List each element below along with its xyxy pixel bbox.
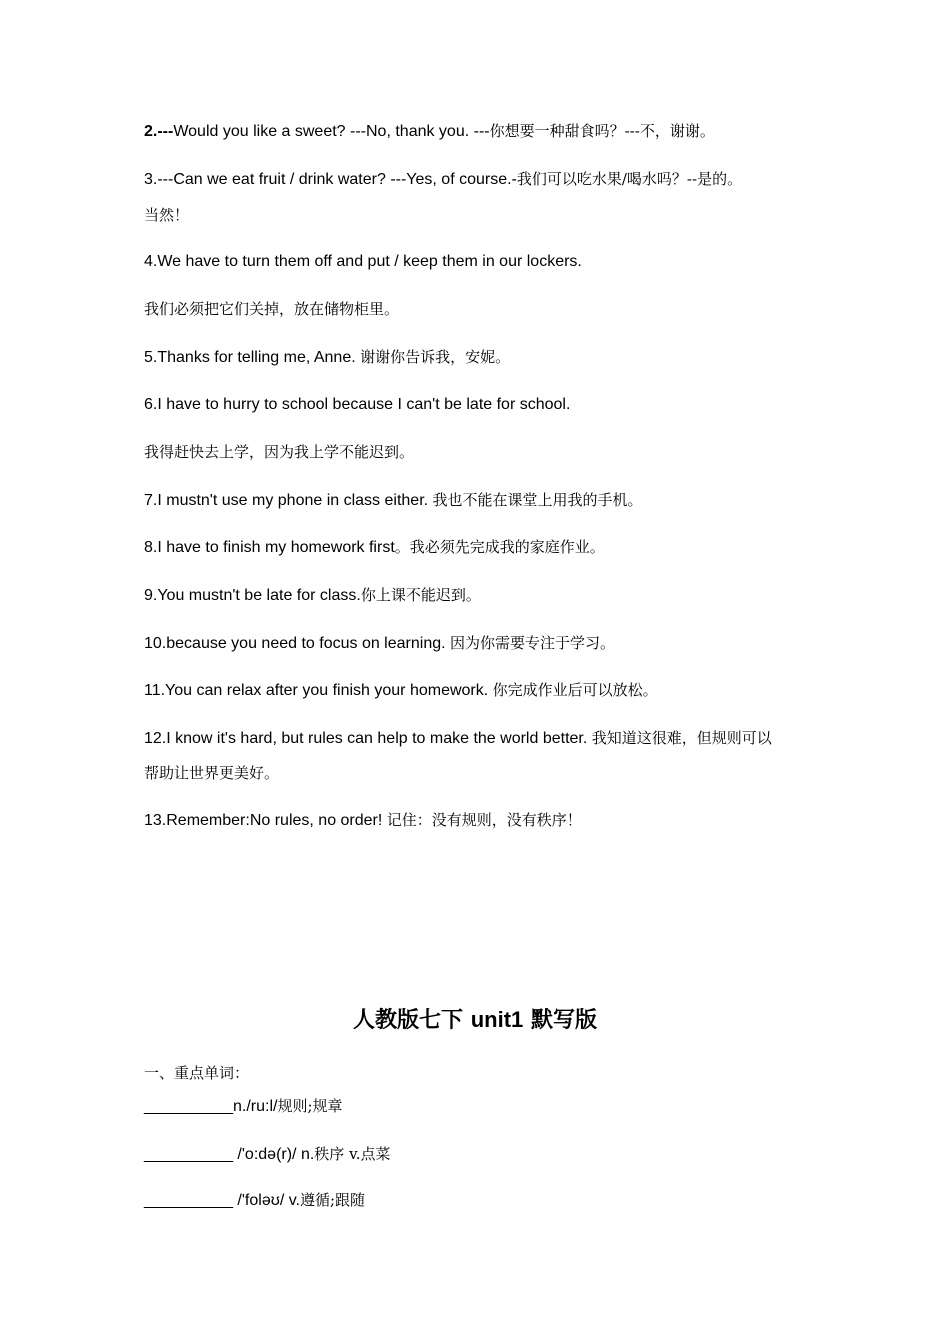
sentence-5-cn: 谢谢你告诉我，安妮。	[360, 348, 511, 366]
word-entry	[144, 1144, 391, 1165]
sentence-12-cn: 我知道这很难，但规则可以	[591, 729, 772, 747]
dictation-title-en: unit1	[470, 1007, 524, 1032]
sentence-2-dashes: ---	[157, 123, 174, 140]
word-meaning: 规则;规章	[277, 1097, 343, 1115]
sentence-11	[144, 680, 658, 701]
sentence-3-cont	[144, 205, 189, 226]
word-blank: __________	[144, 1098, 233, 1115]
sentence-4-translation	[144, 299, 399, 320]
sentence-7-en: 7.I mustn't use my phone in class either.	[144, 492, 433, 509]
word-entry	[144, 1190, 365, 1211]
word-meaning: 遵循;跟随	[299, 1191, 366, 1209]
word-phonetic: n./ru:l/	[232, 1098, 278, 1115]
dictation-title-cn-1: 人教版七下	[353, 1008, 471, 1033]
sentence-13-cn: 记住：没有规则，没有秩序！	[386, 811, 582, 829]
sentence-12-en: 12.I know it's hard, but rules can help to make the world better.	[144, 730, 592, 747]
sentence-3-cn: 我们可以吃水果/喝水吗？--是的。	[516, 170, 743, 188]
sentence-3	[144, 169, 742, 190]
word-meaning: 秩序 v.点菜	[314, 1145, 391, 1163]
sentence-6-translation	[144, 442, 414, 463]
sentence-10-cn: 因为你需要专注于学习。	[450, 634, 616, 652]
sentence-6-cn: 我得赶快去上学，因为我上学不能迟到。	[144, 443, 415, 461]
sentence-12	[144, 728, 772, 749]
section-label	[144, 1063, 249, 1084]
sentence-3-cn2: 当然！	[144, 206, 190, 224]
dictation-title-cn-2: 默写版	[523, 1008, 597, 1033]
sentence-8	[144, 537, 605, 558]
sentence-2-cn: 你想要一种甜食吗？---不，谢谢。	[489, 122, 715, 140]
sentence-4-en: 4.We have to turn them off and put / keep them in our lockers.	[144, 253, 582, 270]
sentence-12-cont	[144, 763, 279, 784]
dictation-title	[0, 1006, 950, 1035]
sentence-9-en: 9.You mustn't be late for class.	[144, 587, 361, 604]
sentence-4-cn: 我们必须把它们关掉，放在储物柜里。	[144, 300, 400, 318]
sentence-10-en: 10.because you need to focus on learning.	[144, 635, 450, 652]
section-label-text: 一、重点单词：	[144, 1064, 250, 1082]
word-phonetic: /'foləʊ/ v.	[232, 1192, 300, 1209]
word-blank: __________	[144, 1146, 233, 1163]
sentence-12-cn2: 帮助让世界更美好。	[144, 764, 280, 782]
word-entry	[144, 1096, 343, 1117]
sentence-11-cn: 你完成作业后可以放松。	[492, 681, 658, 699]
word-blank: __________	[144, 1192, 233, 1209]
sentence-8-cn: 。我必须先完成我的家庭作业。	[394, 538, 605, 556]
sentence-2	[144, 121, 715, 142]
sentence-4	[144, 252, 582, 272]
sentence-13	[144, 810, 582, 831]
sentence-6-en: 6.I have to hurry to school because I can't be late for school.	[144, 396, 571, 413]
sentence-5	[144, 347, 510, 368]
sentence-9	[144, 585, 481, 606]
sentence-13-en: 13.Remember:No rules, no order!	[144, 812, 387, 829]
sentence-9-cn: 你上课不能迟到。	[360, 586, 481, 604]
sentence-10	[144, 633, 615, 654]
sentence-7-cn: 我也不能在课堂上用我的手机。	[432, 491, 643, 509]
sentence-11-en: 11.You can relax after you finish your homework.	[144, 682, 493, 699]
sentence-3-en: 3.---Can we eat fruit / drink water? ---Yes, of course.-	[144, 171, 517, 188]
sentence-7	[144, 490, 643, 511]
sentence-2-num: 2.	[144, 123, 158, 140]
word-phonetic: /'o:də(r)/ n.	[232, 1146, 315, 1163]
sentence-5-en: 5.Thanks for telling me, Anne.	[144, 349, 361, 366]
sentence-8-en: 8.I have to finish my homework first	[144, 539, 395, 556]
sentence-6	[144, 395, 570, 415]
sentence-2-en: Would you like a sweet? ---No, thank you. ---	[173, 123, 490, 140]
